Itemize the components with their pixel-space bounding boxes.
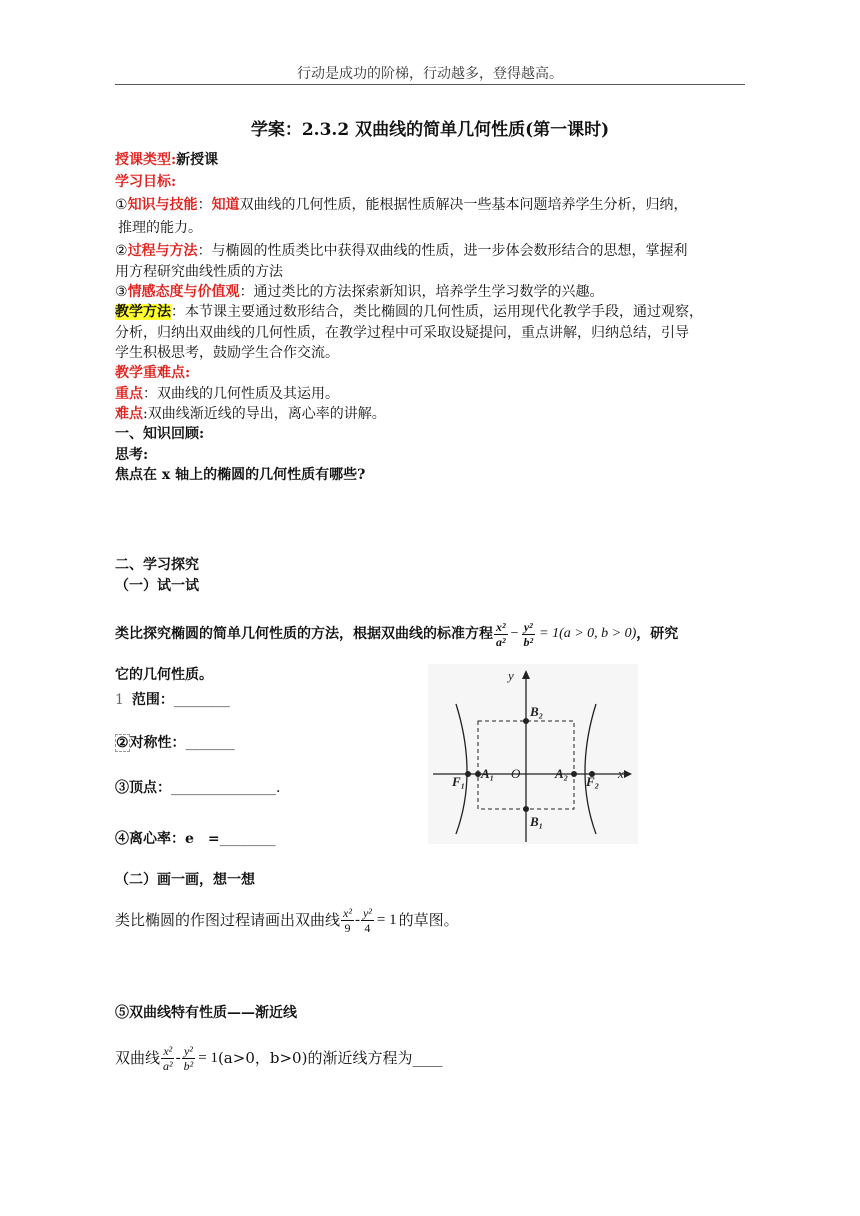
vertex-b1 — [523, 806, 529, 812]
course-type-label: 授课类型: — [115, 152, 177, 168]
objectives-label: 学习目标: — [115, 174, 177, 190]
objective-1-line2: 推理的能力。 — [118, 220, 202, 236]
prop-eccentricity: ④离心率：e =________ — [115, 831, 276, 847]
frac-x2-9: $\frac{\text{x²}}{9}$ — [343, 905, 352, 935]
explore-line2: 它的几何性质。 — [115, 667, 213, 683]
key-point-line: 重点：双曲线的几何性质及其运用。 — [115, 386, 339, 402]
sub-draw: （二）画一画，想一想 — [115, 872, 255, 888]
page-title: 学案：2.3.2 双曲线的简单几何性质(第一课时) — [250, 120, 610, 140]
header-divider — [115, 84, 745, 85]
label-b2: B₂ — [530, 704, 544, 719]
header-motto: 行动是成功的阶梯，行动越多，登得越高。 — [297, 66, 563, 82]
sub-try: （一）试一试 — [115, 578, 199, 594]
label-f1: F₁ — [452, 774, 466, 789]
course-type-value: 新授课 — [176, 152, 219, 168]
objective-3-line: ③情感态度与价值观：通过类比的方法探索新知识，培养学生学习数学的兴趣。 — [115, 284, 604, 300]
prop-symmetry: ②对称性：_______ — [116, 735, 235, 751]
label-o: O — [511, 766, 521, 781]
label-a2: A₂ — [555, 766, 569, 781]
method-label: 教学方法 — [115, 304, 171, 320]
objective-3-label: 情感态度与价值观 — [127, 284, 240, 300]
section-explore: 二、学习探究 — [115, 557, 199, 573]
prop-range: 1 范围：________ — [115, 692, 230, 708]
vertex-a2 — [571, 771, 577, 777]
draw-line: 类比椭圆的作图过程请画出双曲线 $\frac{\text{x²}}{9}$ - $\frac{\text{y²}}{4}$ = 1 的草图。 — [115, 905, 459, 935]
objective-2-line1: ②过程与方法：与椭圆的性质类比中获得双曲线的性质，进一步体会数形结合的思想，掌握利 — [115, 243, 688, 259]
hard-point-line: 难点:双曲线渐近线的导出，离心率的讲解。 — [115, 406, 386, 422]
frac-y2-b2: $\frac{\text{y²}}{\text{b²}}$ — [523, 619, 534, 649]
course-type-line — [115, 150, 755, 170]
objective-1-line1: ①知识与技能：知道双曲线的几何性质，能根据性质解决一些基本问题培养学生分析，归纳， — [115, 197, 688, 213]
method-line2: 分析，归纳出双曲线的几何性质，在教学过程中可采取设疑提问，重点讲解，归纳总结，引导 — [115, 325, 689, 341]
hyperbola-graph — [428, 664, 638, 844]
frac-x2-a2: $\frac{\text{x²}}{\text{a²}}$ — [496, 619, 506, 649]
prop-vertex: ③顶点：_______________. — [115, 780, 281, 796]
prop-asymptote: ⑤双曲线特有性质——渐近线 — [115, 1005, 297, 1021]
question-ellipse: 焦点在 x 轴上的椭圆的几何性质有哪些? — [115, 467, 366, 483]
label-y: y — [508, 668, 514, 683]
label-f2: F₂ — [586, 774, 600, 789]
asymptote-line: 双曲线 $\frac{\text{x²}}{\text{a²}}$ - $\frac{\text{y²}}{\text{b²}}$ = 1 (a>0，b>0) 的渐近线方程为 ____ — [115, 1043, 443, 1073]
think-label: 思考: — [115, 447, 149, 463]
objective-2-label: 过程与方法 — [127, 243, 198, 259]
objective-1-label: 知识与技能 — [127, 197, 198, 213]
section-review: 一、知识回顾: — [115, 426, 205, 442]
label-a1: A₁ — [481, 766, 495, 781]
equation-rhs: = 1(a > 0, b > 0) — [539, 626, 637, 641]
method-line1: 教学方法：本节课主要通过数形结合，类比椭圆的几何性质，运用现代化教学手段，通过观察， — [115, 304, 703, 320]
objective-2-line2: 用方程研究曲线性质的方法 — [115, 264, 283, 280]
vertex-b2 — [523, 718, 529, 724]
explore-line1: 类比探究椭圆的简单几何性质的方法，根据双曲线的标准方程 $\frac{\text{x²}}{\text{a²}}$ − $\frac{\text{y²}}{\text{b²}}$ = 1(a > 0, b > 0) ，研究 — [115, 619, 679, 649]
label-b1: B₁ — [530, 814, 544, 829]
frac-x2-a2-2: $\frac{\text{x²}}{\text{a²}}$ — [163, 1043, 173, 1073]
method-line3: 学生积极思考，鼓励学生合作交流。 — [115, 345, 339, 361]
focus-f1 — [465, 771, 471, 777]
objective-1-red-word: 知道 — [211, 197, 240, 213]
difficulty-label: 教学重难点: — [115, 365, 191, 381]
frac-y2-b2-2: $\frac{\text{y²}}{\text{b²}}$ — [183, 1043, 194, 1073]
label-x: x — [618, 766, 624, 781]
frac-y2-4: $\frac{\text{y²}}{4}$ — [362, 905, 372, 935]
